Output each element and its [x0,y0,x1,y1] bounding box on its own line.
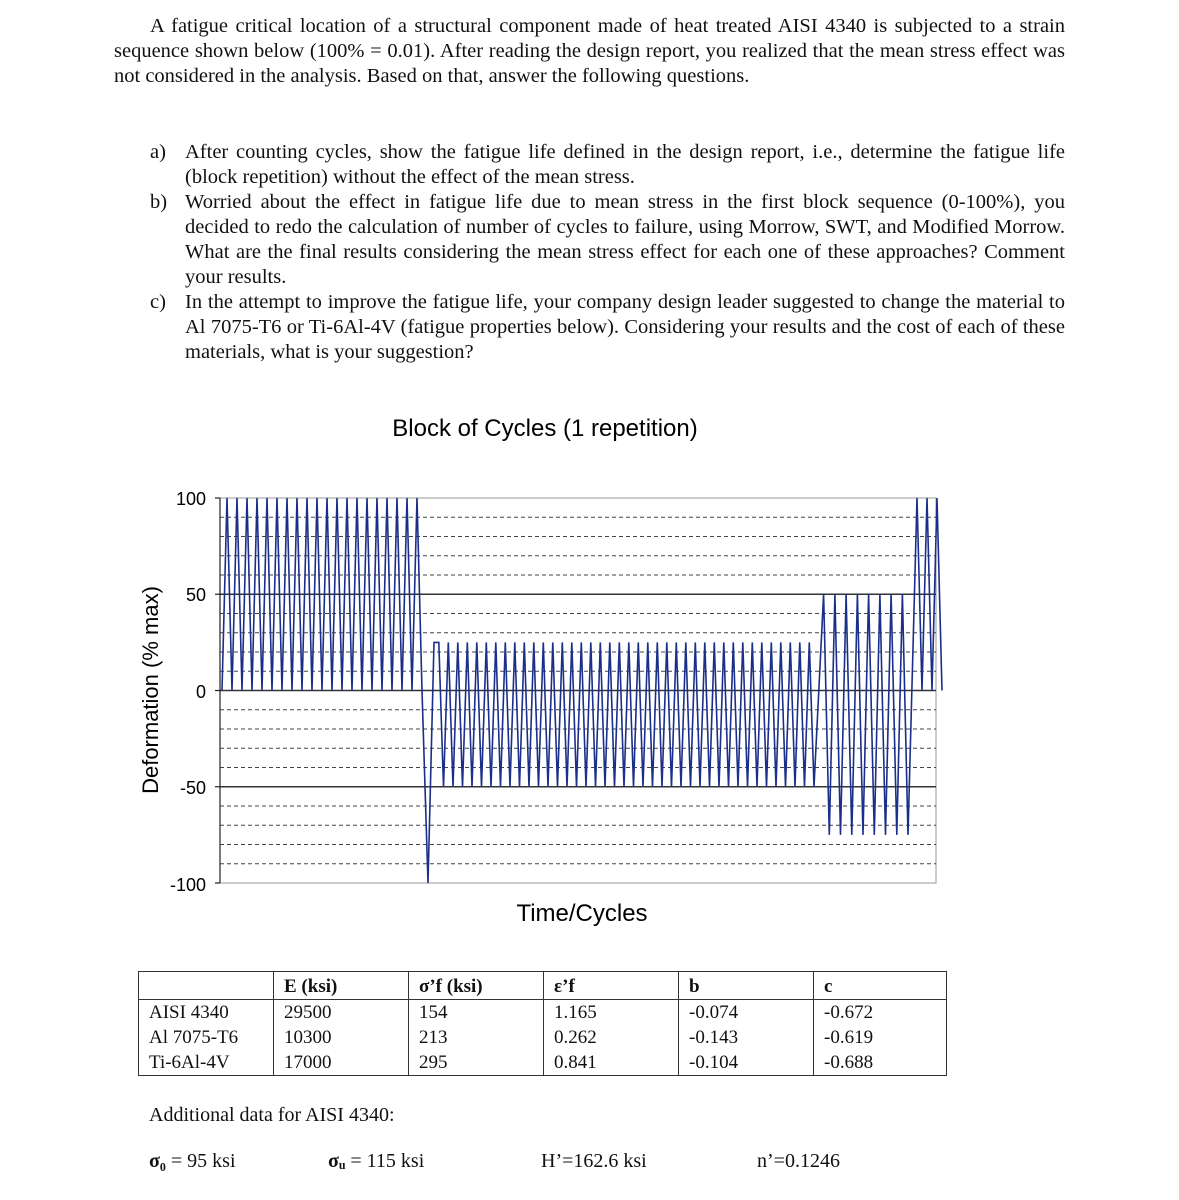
table-cell: -0.619 [814,1025,947,1050]
question-text: Worried about the effect in fatigue life due to mean stress in the first block sequence (0-100%), you decided to redo the calculation of number of cycles to failure, using Morrow, SWT, and Modified Morrow. What are the final results considering the mean stress effect for each one of these approaches? Comment your results. [185,191,1065,288]
question-text: After counting cycles, show the fatigue life defined in the design report, i.e., determine the fatigue life (block repetition) without the effect of the mean stress. [185,141,1065,188]
table-header-cell: ε’f [544,972,679,1000]
question-label: a) [150,141,166,163]
yield-strength [149,1150,236,1173]
y-tick-label: 100 [175,489,206,509]
cyclic-hardening-exponent: n’=0.1246 [757,1150,840,1172]
table-header-cell: σ’f (ksi) [409,972,544,1000]
table-row [139,1025,947,1050]
table-cell: 1.165 [544,1000,679,1026]
y-tick-label: 0 [195,682,206,702]
question-text: In the attempt to improve the fatigue life, your company design leader suggested to change the material to Al 7075-T6 or Ti-6Al-4V (fatigue properties below). Considering your results and the cost of each of these materials, what is your suggestion? [185,291,1065,363]
cyclic-strength-coefficient: H’=162.6 ksi [541,1150,647,1172]
ultimate-strength [328,1150,424,1173]
sigma0-symbol: σ₀ [149,1150,166,1172]
table-header-cell: b [679,972,814,1000]
question-list [138,140,1065,365]
table-cell: 29500 [274,1000,409,1026]
table-header-cell: c [814,972,947,1000]
table-cell: -0.104 [679,1050,814,1076]
table-cell: -0.672 [814,1000,947,1026]
material-properties-table [138,971,947,1076]
table-cell: 0.262 [544,1025,679,1050]
question-a [138,140,1065,190]
y-axis [215,498,220,883]
table-cell: 10300 [274,1025,409,1050]
y-tick-label: 50 [185,585,206,605]
question-label: c) [150,291,166,313]
question-label: b) [150,191,168,213]
additional-data-title: Additional data for AISI 4340: [149,1104,395,1126]
table-cell: 154 [409,1000,544,1026]
y-tick-label: -100 [169,875,206,895]
table-header-cell [139,972,274,1000]
intro-paragraph: A fatigue critical location of a structural component made of heat treated AISI 4340 is subjected to a strain sequence shown below (100% = 0.01). After reading the design report, you realized that the mean stress effect was not considered in the analysis. Based on that, answer the following questions. [114,15,1065,87]
sigmau-value: = 115 ksi [345,1150,425,1172]
table-cell: 213 [409,1025,544,1050]
table-cell: 0.841 [544,1050,679,1076]
x-axis-label: Time/Cycles [516,900,648,927]
table-header-cell: E (ksi) [274,972,409,1000]
question-c [138,290,1065,365]
table-cell: Al 7075-T6 [149,1027,239,1048]
table-cell: -0.074 [679,1000,814,1026]
sigmau-symbol: σᵤ [328,1150,346,1172]
table-cell: Ti-6Al-4V [149,1052,230,1073]
table-header-row [139,972,947,1000]
table-cell: AISI 4340 [149,1002,229,1023]
y-axis-label: Deformation (% max) [138,586,163,794]
y-tick-label: -50 [179,778,206,798]
table-row [139,1000,947,1026]
table-cell: 295 [409,1050,544,1076]
question-b [138,190,1065,290]
table-cell: -0.143 [679,1025,814,1050]
table-row [139,1050,947,1076]
sigma0-value: = 95 ksi [165,1150,236,1172]
chart-title: Block of Cycles (1 repetition) [392,415,698,442]
table-cell: 17000 [274,1050,409,1076]
strain-block-chart [0,400,1179,940]
table-cell: -0.688 [814,1050,947,1076]
